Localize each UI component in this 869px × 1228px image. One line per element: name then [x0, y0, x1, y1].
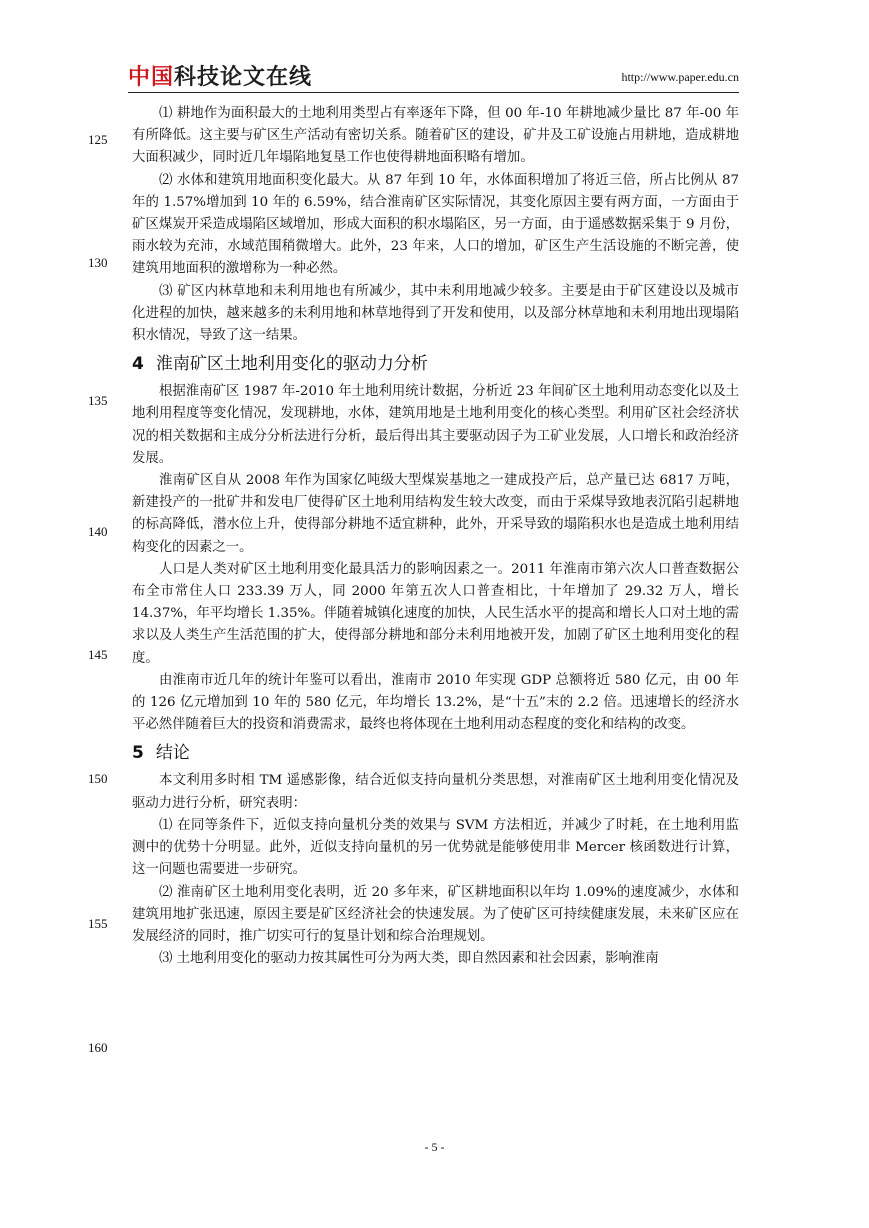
line-number: 140 — [88, 524, 108, 539]
paragraph: 本文利用多时相 TM 遥感影像，结合近似支持向量机分类思想，对淮南矿区土地利用变化情况及驱动力进行分析，研究表明： — [132, 773, 739, 811]
line-number: 125 — [88, 132, 108, 147]
paragraph: ⑶ 矿区内林草地和未利用地也有所减少，其中未利用地减少较多。主要是由于矿区建设以及城市化进程的加快，越来越多的未利用地和林草地得到了开发和使用，以及部分林草地和未利用地出现塌陷积水情况，导致了这一结果。 — [132, 283, 739, 344]
header-rule — [128, 92, 739, 93]
line-number: 155 — [88, 916, 108, 931]
line-number: 145 — [88, 647, 108, 662]
paragraph: 根据淮南矿区 1987 年-2010 年土地利用统计数据，分析近 23 年间矿区土地利用动态变化以及土地利用程度等变化情况，发现耕地，水体，建筑用地是土地利用变化的核心类型。利用矿区社会经济状况的相关数据和主成分分析法进行分析，最后得出其主要驱动因子为工矿业发展，人口增长和政治经济发展。 — [132, 384, 739, 466]
logo-red-text: 中国 — [128, 65, 175, 90]
page-number: - 5 - — [424, 1140, 445, 1154]
header-url[interactable]: http://www.paper.edu.cn — [621, 70, 739, 84]
paragraph: ⑶ 土地利用变化的驱动力按其属性可分为两大类，即自然因素和社会因素，影响淮南 — [159, 951, 659, 967]
paragraph: 淮南矿区自从 2008 年作为国家亿吨级大型煤炭基地之一建成投产后，总产量已达 6817 万吨，新建投产的一批矿井和发电厂使得矿区土地利用结构发生较大改变，而由于采煤导致地表沉陷引起耕地的标高降低，潜水位上升，使得部分耕地不适宜耕种，此外，开采导致的塌陷积水也是造成土地利用结构变化的因素之一。 — [132, 473, 739, 555]
paragraph: 由淮南市近几年的统计年鉴可以看出，淮南市 2010 年实现 GDP 总额将近 580 亿元，由 00 年的 126 亿元增加到 10 年的 580 亿元，年均增长 13.2%，是“十五”末的 2.2 倍。迅速增长的经济水平必然伴随着巨大的投资和消费需求，最终也将体现在土地利用动态程度的变化和结构的改变。 — [132, 672, 739, 733]
paragraph: ⑴ 耕地作为面积最大的土地利用类型占有率逐年下降，但 00 年-10 年耕地减少量比 87 年-00 年有所降低。这主要与矿区生产活动有密切关系。随着矿区的建设，矿井及工矿设施占用耕地，造成耕地大面积减少，同时近几年塌陷地复垦工作也使得耕地面积略有增加。 — [132, 106, 739, 166]
section-number: 4 — [132, 354, 144, 375]
paragraph: ⑵ 水体和建筑用地面积变化最大。从 87 年到 10 年，水体面积增加了将近三倍，所占比例从 87 年的 1.57%增加到 10 年的 6.59%，结合淮南矿区实际情况，其变化原因主要有两方面，一方面由于矿区煤炭开采造成塌陷区域增加，形成大面积的积水塌陷区，另一方面，由于遥感数据采集于 9 月份，雨水较为充沛，水域范围稍微增大。此外，23 年来，人口的增加，矿区生产生活设施的不断完善，使建筑用地面积的激增称为一种必然。 — [132, 172, 739, 277]
section-title: 淮南矿区土地利用变化的驱动力分析 — [155, 354, 428, 375]
section-heading-4 — [132, 353, 739, 375]
paragraph: ⑵ 淮南矿区土地利用变化表明，近 20 多年来，矿区耕地面积以年均 1.09%的速度减少，水体和建筑用地扩张迅速，原因主要是矿区经济社会的快速发展。为了使矿区可持续健康发展，未来矿区应在发展经济的同时，推广切实可行的复垦计划和综合治理规划。 — [132, 884, 739, 944]
page-header — [128, 58, 739, 88]
journal-logo — [128, 60, 312, 91]
section-heading-5 — [132, 742, 739, 764]
line-number: 135 — [88, 393, 108, 408]
line-number: 150 — [88, 771, 108, 786]
line-number: 160 — [88, 1040, 108, 1055]
body-text — [132, 103, 739, 970]
logo-dark-text: 科技论文在线 — [174, 65, 313, 90]
paragraph: 人口是人类对矿区土地利用变化最具活力的影响因素之一。2011 年淮南市第六次人口普查数据公布全市常住人口 233.39 万人，同 2000 年第五次人口普查相比，十年增加了 29.32 万人，增长 14.37%，年平均增长 1.35%。伴随着城镇化速度的加快，人民生活水平的提高和增长人口对土地的需求以及人类生产生活范围的扩大，使得部分耕地和部分未利用地被开发，加剧了矿区土地利用变化的程度。 — [132, 561, 739, 666]
line-number: 130 — [88, 255, 108, 270]
section-title: 结论 — [155, 743, 190, 764]
paragraph: ⑴ 在同等条件下，近似支持向量机分类的效果与 SVM 方法相近，并减少了时耗，在土地利用监测中的优势十分明显。此外，近似支持向量机的另一优势就是能够使用非 Mercer 核函数进行计算，这一问题也需要进一步研究。 — [132, 817, 739, 878]
section-number: 5 — [132, 743, 144, 764]
